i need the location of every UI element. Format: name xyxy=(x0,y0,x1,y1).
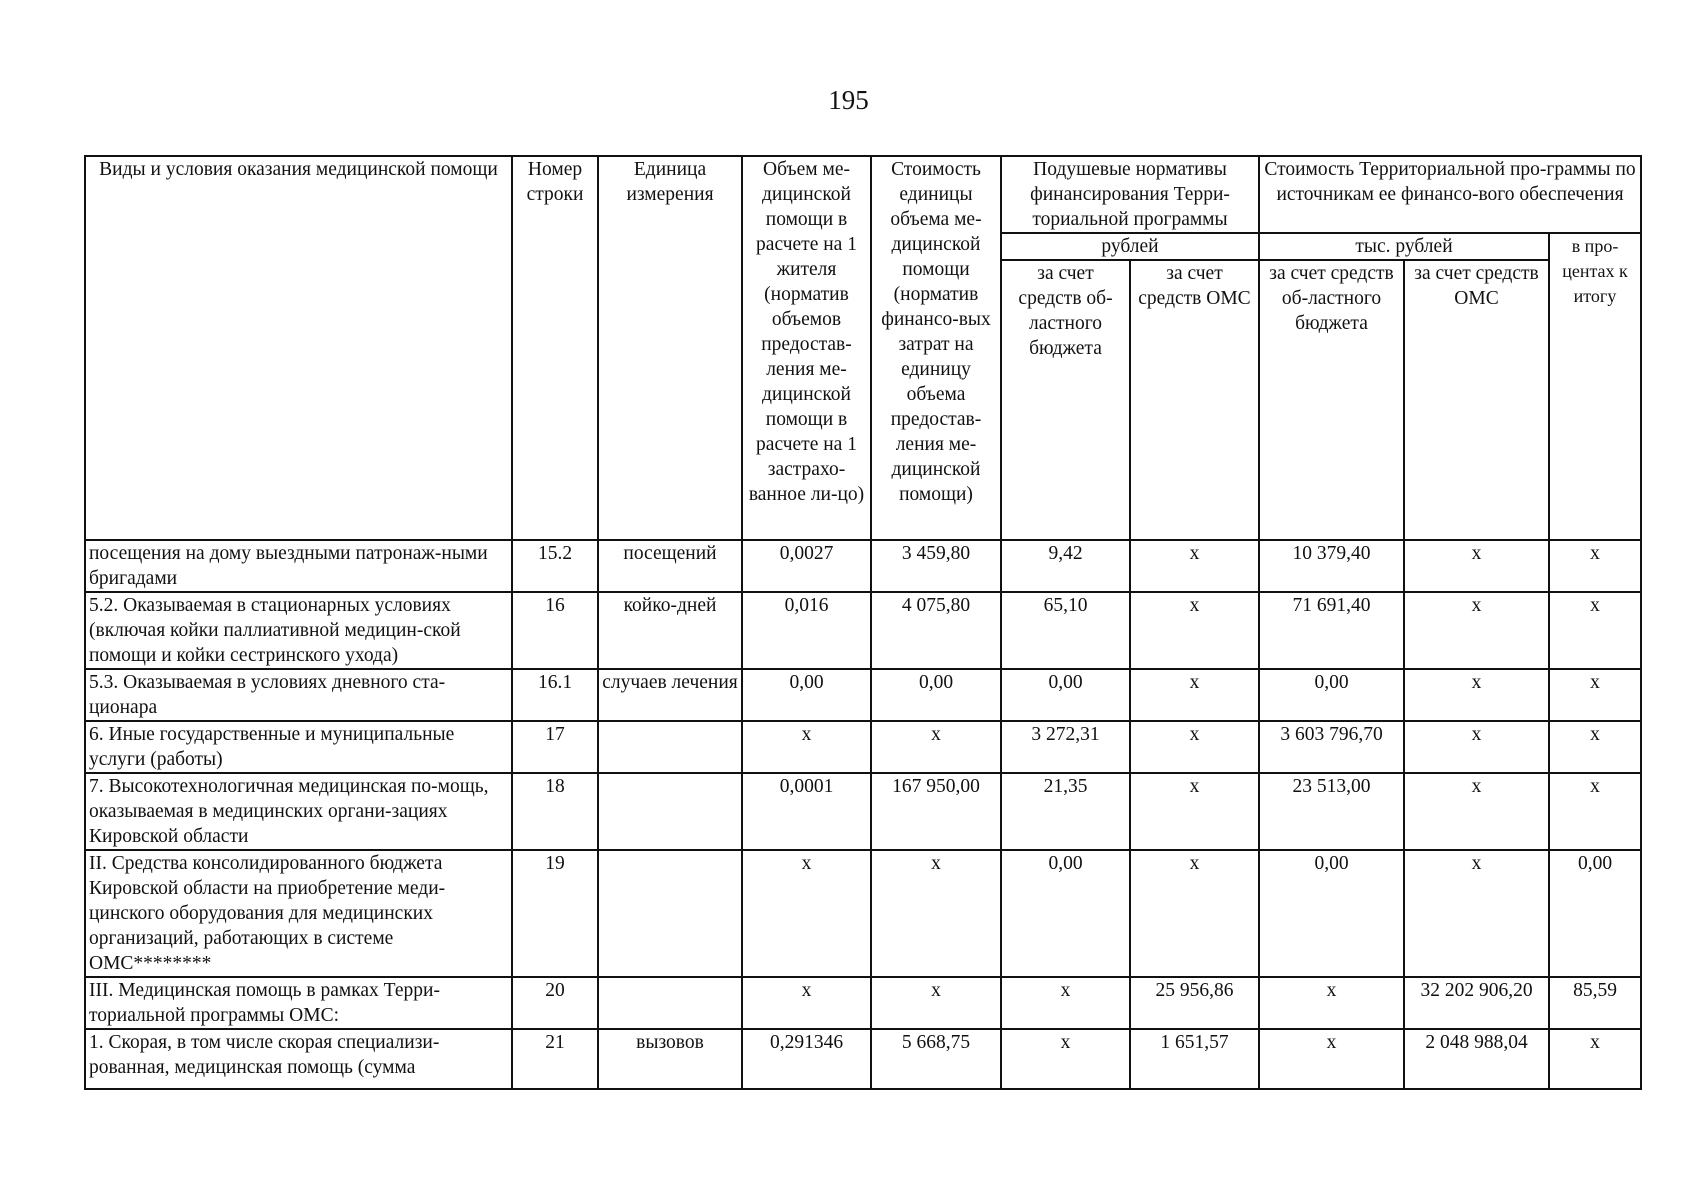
row-percent: х xyxy=(1549,540,1641,592)
header-unit: Единица измерения xyxy=(598,156,742,540)
header-tp-oms: за счет средств ОМС xyxy=(1404,260,1549,540)
row-volume: 0,00 xyxy=(742,669,871,721)
row-pc-budget: 9,42 xyxy=(1001,540,1130,592)
row-percent: х xyxy=(1549,721,1641,773)
header-unit-cost: Стоимость единицы объема ме-дицинской помощи (норматив финансо-вых затрат на единицу объема предостав-ления ме-дицинской помощи) xyxy=(871,156,1001,540)
table-row xyxy=(85,1029,1641,1089)
header-row-number: Номер строки xyxy=(512,156,598,540)
row-unit: вызовов xyxy=(598,1029,742,1089)
row-name: посещения на дому выездными патронаж-ными бригадами xyxy=(85,540,512,592)
row-pc-budget: 21,35 xyxy=(1001,773,1130,850)
row-tp-budget: 10 379,40 xyxy=(1259,540,1404,592)
row-unit: посещений xyxy=(598,540,742,592)
row-pc-oms: 1 651,57 xyxy=(1130,1029,1259,1089)
row-tp-budget: х xyxy=(1259,977,1404,1029)
row-name: 5.3. Оказываемая в условиях дневного ста-ционара xyxy=(85,669,512,721)
row-tp-budget: х xyxy=(1259,1029,1404,1089)
row-name: III. Медицинская помощь в рамках Терри-ториальной программы ОМС: xyxy=(85,977,512,1029)
header-program-cost-unit: тыс. рублей xyxy=(1259,233,1549,260)
row-cost: 4 075,80 xyxy=(871,592,1001,669)
row-tp-oms: х xyxy=(1404,721,1549,773)
row-tp-budget: 0,00 xyxy=(1259,669,1404,721)
row-volume: х xyxy=(742,977,871,1029)
row-cost: 0,00 xyxy=(871,669,1001,721)
header-name: Виды и условия оказания медицинской помощи xyxy=(85,156,512,540)
row-volume: х xyxy=(742,850,871,977)
row-pc-oms: х xyxy=(1130,540,1259,592)
row-tp-oms: х xyxy=(1404,592,1549,669)
row-cost: х xyxy=(871,721,1001,773)
medical-care-cost-table xyxy=(84,155,1642,1090)
row-percent: х xyxy=(1549,669,1641,721)
row-pc-budget: 0,00 xyxy=(1001,669,1130,721)
page-number: 195 xyxy=(828,85,869,115)
header-pc-regional-budget: за счет средств об-ластного бюджета xyxy=(1001,260,1130,540)
header-percent: в про-центах к итогу xyxy=(1549,233,1641,540)
row-number: 20 xyxy=(512,977,598,1029)
row-unit: случаев лечения xyxy=(598,669,742,721)
row-percent: 85,59 xyxy=(1549,977,1641,1029)
row-cost: 5 668,75 xyxy=(871,1029,1001,1089)
row-cost: х xyxy=(871,850,1001,977)
row-number: 16.1 xyxy=(512,669,598,721)
row-name: 1. Скорая, в том числе скорая специализи-рованная, медицинская помощь (сумма xyxy=(85,1029,512,1089)
row-tp-oms: х xyxy=(1404,773,1549,850)
table-row xyxy=(85,592,1641,669)
row-pc-oms: 25 956,86 xyxy=(1130,977,1259,1029)
row-unit xyxy=(598,773,742,850)
header-pc-oms: за счет средств ОМС xyxy=(1130,260,1259,540)
row-cost: 3 459,80 xyxy=(871,540,1001,592)
table-row xyxy=(85,669,1641,721)
row-pc-budget: х xyxy=(1001,1029,1130,1089)
row-volume: 0,016 xyxy=(742,592,871,669)
row-tp-oms: 2 048 988,04 xyxy=(1404,1029,1549,1089)
row-name: 6. Иные государственные и муниципальные услуги (работы) xyxy=(85,721,512,773)
row-tp-budget: 23 513,00 xyxy=(1259,773,1404,850)
row-tp-oms: х xyxy=(1404,669,1549,721)
row-unit: койко-дней xyxy=(598,592,742,669)
header-volume: Объем ме-дицинской помощи в расчете на 1 жителя (норматив объемов предостав-ления ме-дицинской помощи в расчете на 1 застрахо-ванное ли-цо) xyxy=(742,156,871,540)
row-volume: 0,0027 xyxy=(742,540,871,592)
row-tp-oms: х xyxy=(1404,850,1549,977)
row-unit xyxy=(598,850,742,977)
row-pc-oms: х xyxy=(1130,773,1259,850)
row-name: 5.2. Оказываемая в стационарных условиях (включая койки паллиативной медицин-ской помощи и койки сестринского ухода) xyxy=(85,592,512,669)
row-percent: х xyxy=(1549,592,1641,669)
header-per-capita-unit: рублей xyxy=(1001,233,1259,260)
row-pc-oms: х xyxy=(1130,592,1259,669)
header-tp-regional-budget: за счет средств об-ластного бюджета xyxy=(1259,260,1404,540)
header-program-cost-group: Стоимость Территориальной про-граммы по источникам ее финансо-вого обеспечения xyxy=(1259,156,1641,233)
row-cost: х xyxy=(871,977,1001,1029)
table-row xyxy=(85,850,1641,977)
row-tp-oms: х xyxy=(1404,540,1549,592)
row-pc-oms: х xyxy=(1130,721,1259,773)
table-row xyxy=(85,721,1641,773)
row-number: 15.2 xyxy=(512,540,598,592)
row-volume: х xyxy=(742,721,871,773)
row-number: 19 xyxy=(512,850,598,977)
row-tp-budget: 71 691,40 xyxy=(1259,592,1404,669)
row-tp-budget: 3 603 796,70 xyxy=(1259,721,1404,773)
row-percent: х xyxy=(1549,773,1641,850)
row-pc-oms: х xyxy=(1130,669,1259,721)
header-per-capita-group: Подушевые нормативы финансирования Терри-ториальной программы xyxy=(1001,156,1259,233)
row-pc-budget: 0,00 xyxy=(1001,850,1130,977)
row-number: 17 xyxy=(512,721,598,773)
row-number: 21 xyxy=(512,1029,598,1089)
row-pc-oms: х xyxy=(1130,850,1259,977)
header-row-1 xyxy=(85,156,1641,233)
row-percent: х xyxy=(1549,1029,1641,1089)
row-volume: 0,291346 xyxy=(742,1029,871,1089)
row-pc-budget: х xyxy=(1001,977,1130,1029)
row-tp-oms: 32 202 906,20 xyxy=(1404,977,1549,1029)
row-unit xyxy=(598,977,742,1029)
row-volume: 0,0001 xyxy=(742,773,871,850)
row-cost: 167 950,00 xyxy=(871,773,1001,850)
row-name: 7. Высокотехнологичная медицинская по-мощь, оказываемая в медицинских органи-зациях Кировской области xyxy=(85,773,512,850)
row-name: II. Средства консолидированного бюджета Кировской области на приобретение меди-цинского оборудования для медицинских организаций, работающих в системе ОМС******** xyxy=(85,850,512,977)
row-tp-budget: 0,00 xyxy=(1259,850,1404,977)
table-row xyxy=(85,773,1641,850)
row-pc-budget: 3 272,31 xyxy=(1001,721,1130,773)
row-number: 18 xyxy=(512,773,598,850)
row-percent: 0,00 xyxy=(1549,850,1641,977)
row-number: 16 xyxy=(512,592,598,669)
table-row xyxy=(85,540,1641,592)
row-unit xyxy=(598,721,742,773)
row-pc-budget: 65,10 xyxy=(1001,592,1130,669)
table-row xyxy=(85,977,1641,1029)
